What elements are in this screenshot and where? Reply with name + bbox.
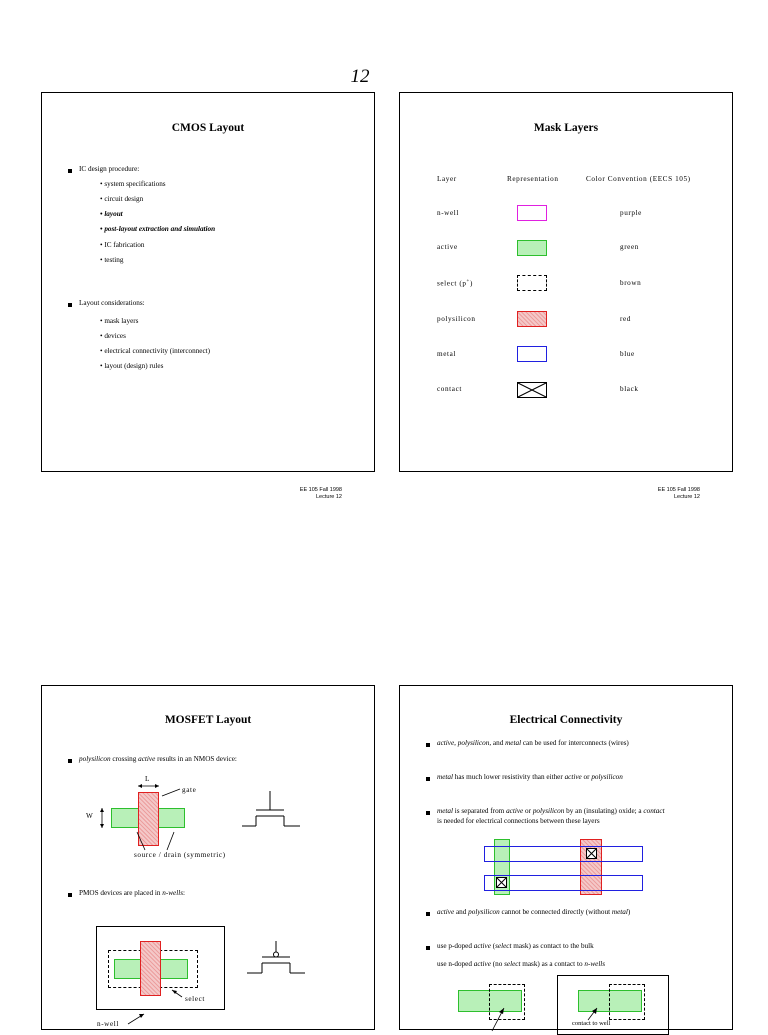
slide-cmos-layout [41,92,375,472]
bullet-text-line2: is needed for electrical connections between these layers [437,817,600,825]
list-item: • circuit design [100,195,144,203]
slide-mask-layers [399,92,733,472]
layer-name: metal [437,350,456,358]
header-color: Color Convention (EECS 105) [586,175,691,183]
header-layer: Layer [437,175,457,183]
em: contact [643,807,665,815]
txt: use n-doped [437,960,474,968]
select-swatch [517,275,547,291]
txt: ( [490,942,496,950]
layer-name: n-well [437,209,459,217]
txt: ) [627,908,631,916]
slide-title: CMOS Layout [171,122,245,134]
bullet-square-icon [68,303,72,307]
slide-footer [620,487,700,501]
txt: : [183,889,185,897]
label-source-drain: source / drain (symmetric) [134,851,226,859]
bullet-text: IC design procedure: [79,165,140,173]
txt: cannot be connected directly (without [499,908,612,916]
layer-color: brown [620,279,642,287]
list-item: • system specifications [100,180,166,188]
txt: is separated from [452,807,507,815]
contact-cross-icon [518,383,546,397]
pmos-symbol-icon [247,941,305,973]
em: metal [505,739,522,747]
em: n-wells [162,889,183,897]
txt: PMOS devices are placed in [79,889,163,897]
label-nwell: n-well [97,1020,119,1028]
list-item: • layout (design) rules [100,362,164,370]
list-item: • electrical connectivity (interconnect) [100,347,211,355]
txt: mask) as contact to the bulk [511,942,594,950]
pmos-annotations [42,686,376,1031]
slide-mosfet-layout [41,685,375,1030]
footer-lecture: Lecture 12 [674,494,700,500]
label-select: select [185,995,205,1003]
superscript: + [466,279,470,284]
em: polysilicon [532,807,565,815]
layer-color: purple [620,209,642,217]
em: metal [437,807,453,815]
polysilicon-swatch [517,311,547,327]
txt: or [523,807,533,815]
list-item: • post-layout extraction and simulation [100,225,216,233]
em: active [437,739,455,747]
layer-color: blue [620,350,635,358]
txt: and [454,908,469,916]
txt: crossing [110,755,139,763]
slide-title: Electrical Connectivity [509,714,623,726]
bullet-text: Layout considerations: [79,299,145,307]
em: active [564,773,582,781]
label-w: W [86,812,93,820]
slide-title: MOSFET Layout [164,714,252,726]
contact-swatch-icon [517,382,547,398]
header-representation: Representation [507,175,559,183]
bulk-arrows [400,686,734,1031]
em: active [437,908,455,916]
txt: , [454,739,458,747]
em: metal [437,773,453,781]
em: polysilicon [79,755,111,763]
slide-electrical-connectivity [399,685,733,1030]
label-gate: gate [182,786,197,794]
page-number: 12 [350,66,370,87]
txt: results in an NMOS device: [155,755,237,763]
em: select [504,960,521,968]
em: polysilicon [457,739,490,747]
em: polysilicon [468,908,500,916]
layer-name: polysilicon [437,315,476,323]
layer-color: green [620,243,639,251]
list-item: • layout [100,210,123,218]
list-item: • mask layers [100,317,139,325]
txt: has much lower resistivity than either [452,773,565,781]
footer-lecture: Lecture 12 [316,494,342,500]
em: active [138,755,156,763]
em: metal [611,908,628,916]
txt: can be used for interconnects (wires) [521,739,629,747]
slide-footer [262,487,342,501]
layer-name: active [437,243,458,251]
label-l: L [145,775,150,783]
footer-course: EE 105 Fall 1998 [657,487,700,493]
txt: mask) as a contact to [520,960,585,968]
em: active [473,942,491,950]
em: select [495,942,512,950]
layer-name-text: select (p [437,279,467,288]
layer-name: contact [437,385,462,393]
txt: use p-doped [437,942,474,950]
nwell-swatch [517,205,547,221]
txt: (no [490,960,505,968]
em: active [506,807,524,815]
footer-course: EE 105 Fall 1998 [299,487,342,493]
layer-color: black [620,385,639,393]
layer-name-tail: ) [469,279,473,288]
layer-color: red [620,315,631,323]
em: polysilicon [591,773,623,781]
bullet-square-icon [68,169,72,173]
slide-title: Mask Layers [533,122,599,134]
list-item: • IC fabrication [100,241,145,249]
list-item: • testing [100,256,124,264]
layer-name [437,279,473,287]
label-contact-to-well: contact to well [572,1020,611,1027]
txt: by an (insulating) oxide; a [564,807,644,815]
em: active [473,960,491,968]
em: n-wells [584,960,606,968]
txt: or [581,773,592,781]
active-swatch [517,240,547,256]
metal-swatch [517,346,547,362]
txt: , and [489,739,506,747]
list-item: • devices [100,332,126,340]
